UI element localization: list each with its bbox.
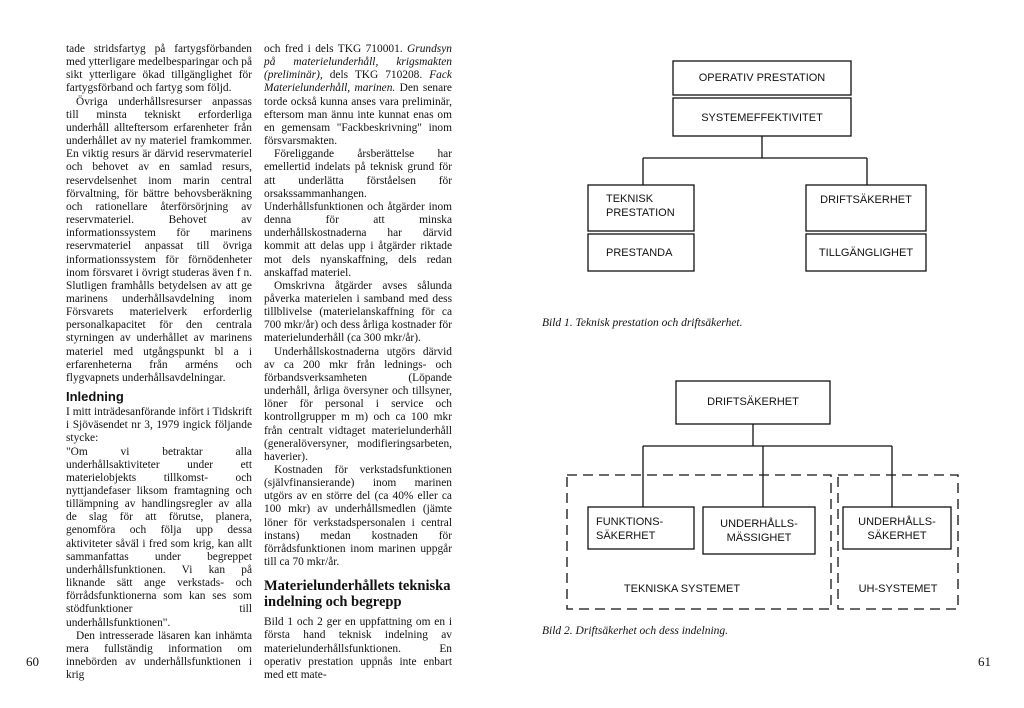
label-umass-2: MÄSSIGHET — [726, 532, 792, 544]
box-underhallsmassighet — [703, 507, 815, 554]
label-funk-1: FUNKTIONS- — [596, 516, 664, 528]
label-tekniska: TEKNISKA SYSTEMET — [623, 583, 741, 595]
paragraph: I mitt inträdesanförande infört i Tidskrift i Sjöväsendet nr 3, 1979 ingick följande stycke: — [66, 406, 252, 445]
paragraph: Bild 1 och 2 ger en uppfattning om en i första hand teknisk indelning av materielunderhållsfunktionen. En operativ prestation uppnås inte enbart med ett mate- — [264, 616, 452, 681]
label-usak-2: SÄKERHET — [867, 530, 927, 542]
caption-text: Driftsäkerhet och dess indelning. — [575, 625, 729, 637]
paragraph: Underhållskostnaderna utgörs därvid av ca 200 mkr från lednings- och förbandsverksamheten (Löpande underhåll, årliga översyner och tillsyner, löner för personal i service och kontrollgrupper m m) och ca 100 mkr från centralt vidtaget materielunderhåll (generalöversyner, modifieringsarbeten, haverier). — [264, 345, 452, 463]
caption-label: Bild 2. — [542, 625, 573, 637]
section-heading-materiel: Materielunderhållets tekniska indelning och begrepp — [264, 578, 451, 610]
paragraph: Övriga underhållsresurser anpassas till minsta tekniskt erforderliga underhåll allteftersom erfarenheter från underhållet av ny materiel framkommer. En viktig resurs är därvid reservmateriel och behovet av en samlad resurs, reservdelsenhet inom marin central förvaltning, för bättre behovsberäkning och rationellare återförsörjning av reservmateriel. Behovet av informationssystem för marinens reservmateriel anpassat till övriga informationssystem för förnödenheter inom försvaret i övrigt studeras även f n. Slutligen framhålls betydelsen av att ge marinens underhållsavdelning inom Försvarets materielverk erforderlig personalkapacitet för den centrala styrningen av underhållet av marinens materiel med utgångspunkt bl a i erfarenheterna från arméns och flygvapnets underhållsavdelningar. — [66, 95, 252, 384]
section-heading-inledning: Inledning — [66, 389, 124, 405]
label-umass-1: UNDERHÅLLS- — [720, 518, 798, 530]
ref-text: dels TKG 710208. — [329, 69, 423, 82]
label-uh: UH-SYSTEMET — [858, 583, 938, 595]
paragraph: Föreliggande årsberättelse har emellertid indelats på teknisk grund för att underlätta förståelsen för orsakssammanhangen. Underhållsfunktionen och åtgärder inom denna för att minska underhållskostnaderna har därvid kommit att delas upp i åtgärder riktade mot dels nyanskaffning, dels redan anskaffad materiel. — [264, 148, 452, 279]
label-usak-1: UNDERHÅLLS- — [858, 516, 936, 528]
label-drift-1: DRIFTSÄKERHET — [820, 194, 912, 206]
label-prestanda: PRESTANDA — [606, 247, 673, 259]
caption-label: Bild 1. — [542, 317, 573, 329]
label-tillg: TILLGÄNGLIGHET — [818, 247, 914, 259]
ref-title: Fack Materielunderhåll, marinen. — [264, 69, 452, 95]
ref-title: Grundsyn på materielunderhåll, krigsmakten (preliminär), — [264, 43, 452, 82]
caption-bild-2 — [542, 625, 728, 637]
ref-text: Den senare torde också kunna anses vara preliminär, eftersom man ännu inte kunnat enas om en gemensam "Fackbeskrivning" inom försvarsmakten. — [264, 82, 452, 148]
box-driftsakerhet-1 — [806, 185, 926, 231]
paragraph: Kostnaden för verkstadsfunktionen (självfinansierande) inom marinen utgörs av en större del (ca 40% eller ca 100 mkr) av underhållsmedlen (jämte löner för verkstadspersonalen i central instans) medan kostnaden för förrådsfunktionen inom marinen uppgår till ca 70 mkr/år. — [264, 464, 452, 569]
caption-bild-1 — [542, 317, 743, 329]
label-teknisk-1: TEKNISK — [606, 193, 654, 205]
label-teknisk-2: PRESTATION — [606, 207, 675, 219]
box-underhallssakerhet — [843, 507, 951, 549]
label-operativ: OPERATIV PRESTATION — [698, 72, 826, 84]
paragraph: Den intresserade läsaren kan inhämta mera fullständig information om innebörden av underhållsfunktionen i krig — [66, 629, 252, 682]
label-funk-2: SÄKERHET — [596, 530, 656, 542]
ref-text: och fred i dels TKG 710001. — [264, 43, 403, 55]
box-funktionssakerhet — [588, 507, 694, 549]
page-number-right: 61 — [978, 654, 991, 669]
label-drift-2: DRIFTSÄKERHET — [707, 396, 799, 408]
paragraph: Omskrivna åtgärder avses sålunda påverka materielen i samband med dess tillblivelse (materielanskaffning för ca 700 mkr/år) och dess årliga kostnader för materielunderhåll (ca 300 mkr/år). — [264, 279, 452, 345]
caption-text: Teknisk prestation och driftsäkerhet. — [575, 317, 743, 329]
quote-paragraph: "Om vi betraktar alla underhållsaktiviteter under ett materielobjekts tillkomst- och nyttjandefaser liksom framtagning och tillämpning av handlingsregler av alla de slag för att förutse, planera, genomföra och följa upp dessa aktiviteter såväl i fred som krig, kan allt sammanfattas under begreppet underhållsfunktionen. Vi kan på liknande sätt ange verkstads- och förrådsfunktionerna som kan ses som stödfunktioner till underhållsfunktionen". — [66, 445, 252, 629]
page-number-left: 60 — [26, 654, 39, 669]
paragraph: tade stridsfartyg på fartygsförbanden med ytterligare medelbesparingar och på sikt ytterligare ökad tillgänglighet för fartygsförband och fartyg som följd. — [66, 43, 252, 95]
label-systemeff: SYSTEMEFFEKTIVITET — [701, 112, 823, 124]
